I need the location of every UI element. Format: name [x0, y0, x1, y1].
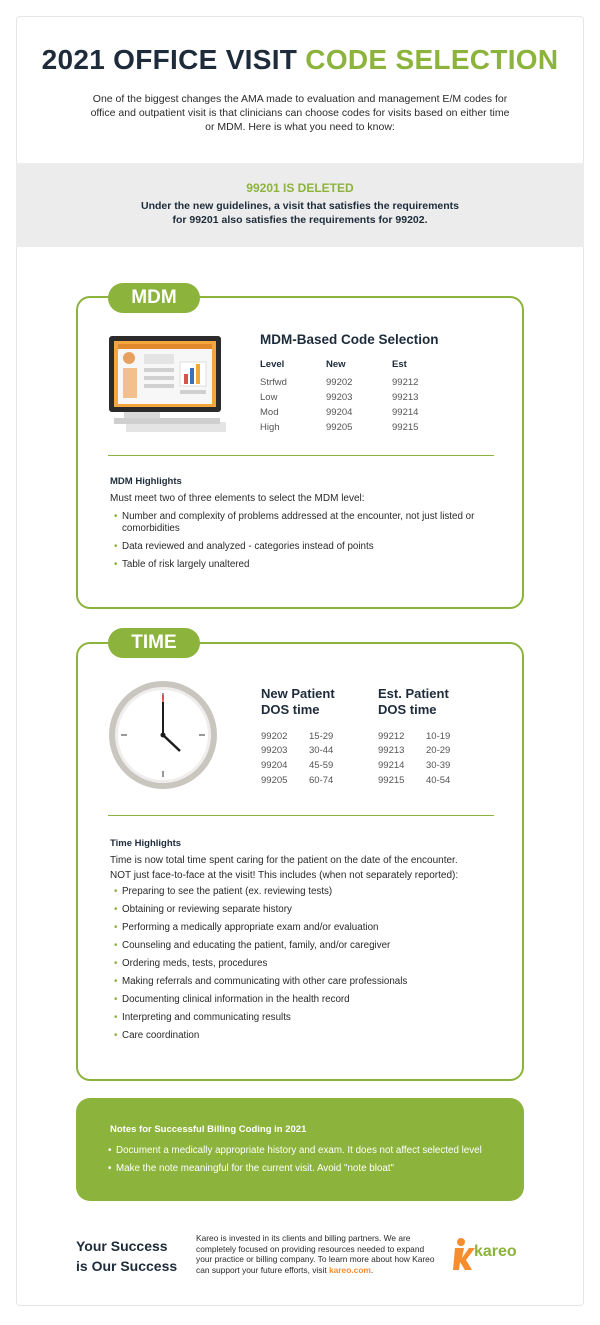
est-code: 99215 — [378, 775, 405, 786]
mdm-pill: MDM — [108, 283, 200, 313]
mdm-divider — [108, 455, 494, 456]
new-range: 30-44 — [309, 745, 334, 756]
new-range: 45-59 — [309, 760, 334, 771]
list-item: • Interpreting and communicating results — [114, 1012, 504, 1024]
list-item: • Make the note meaningful for the current visit. Avoid "note bloat" — [108, 1160, 482, 1178]
mdm-highlights-intro: Must meet two of three elements to select the MDM level: — [110, 493, 365, 504]
success-tagline — [76, 1236, 177, 1276]
mdm-cell: Strfwd — [260, 377, 287, 388]
new-patient-heading-1: New Patient — [261, 686, 335, 701]
est-patient-heading-1: Est. Patient — [378, 686, 449, 701]
notes-title: Notes for Successful Billing Coding in 2021 — [110, 1124, 307, 1135]
list-item: • Counseling and educating the patient, family, and/or caregiver — [114, 940, 504, 952]
new-code: 99205 — [261, 775, 288, 786]
wall-clock-icon — [108, 680, 218, 790]
new-range: 15-29 — [309, 731, 334, 742]
est-patient-heading — [378, 686, 449, 718]
mdm-col-est: Est — [392, 359, 407, 370]
est-code: 99212 — [378, 731, 405, 742]
mdm-cell: 99214 — [392, 407, 419, 418]
est-code: 99213 — [378, 745, 405, 756]
time-bullet-list — [114, 886, 504, 1042]
new-range: 60-74 — [309, 775, 334, 786]
est-patient-heading-2: DOS time — [378, 702, 437, 717]
new-patient-heading — [261, 686, 335, 718]
time-divider — [108, 815, 494, 816]
new-code: 99203 — [261, 745, 288, 756]
mdm-col-new: New — [326, 359, 346, 370]
title-accent: CODE SELECTION — [305, 44, 559, 75]
mdm-cell: 99203 — [326, 392, 353, 403]
time-highlights-intro-1: Time is now total time spent caring for the patient on the date of the encounter. — [110, 855, 458, 866]
time-pill: TIME — [108, 628, 200, 658]
est-range: 30-39 — [426, 760, 451, 771]
success-line-1: Your Success — [76, 1238, 168, 1254]
mdm-cell: 99204 — [326, 407, 353, 418]
list-item: • Preparing to see the patient (ex. reviewing tests) — [114, 886, 504, 898]
list-item: • Performing a medically appropriate exam and/or evaluation — [114, 922, 504, 934]
mdm-highlights-title: MDM Highlights — [110, 476, 182, 487]
success-line-2: is Our Success — [76, 1258, 178, 1274]
list-item: • Obtaining or reviewing separate history — [114, 904, 504, 916]
list-item: • Care coordination — [114, 1030, 504, 1042]
footer-text — [196, 1233, 436, 1275]
est-range: 10-19 — [426, 731, 451, 742]
est-code: 99214 — [378, 760, 405, 771]
page-title — [0, 44, 600, 76]
notes-list — [108, 1142, 482, 1178]
est-range: 40-54 — [426, 775, 451, 786]
new-code: 99202 — [261, 731, 288, 742]
new-patient-heading-2: DOS time — [261, 702, 320, 717]
mdm-cell: High — [260, 422, 280, 433]
title-main: 2021 OFFICE VISIT — [41, 44, 298, 75]
list-item: • Documenting clinical information in the health record — [114, 994, 504, 1006]
footer-body: Kareo is invested in its clients and billing partners. We are completely focused on providing resources needed to expand your practice or billing company. To learn more about how Kareo can support your future efforts, visit — [196, 1233, 435, 1275]
deleted-title: 99201 IS DELETED — [246, 181, 354, 195]
est-range: 20-29 — [426, 745, 451, 756]
mdm-cell: 99215 — [392, 422, 419, 433]
logo-wordmark: kareo — [474, 1243, 517, 1260]
deleted-text: Under the new guidelines, a visit that satisfies the requirements for 99201 also satisfies the requirements for 99202. — [141, 200, 459, 226]
mdm-cell: 99213 — [392, 392, 419, 403]
mdm-bullet-list — [114, 511, 484, 571]
computer-monitor-icon — [108, 334, 228, 434]
new-code: 99204 — [261, 760, 288, 771]
mdm-col-level: Level — [260, 359, 285, 370]
list-item: • Making referrals and communicating with other care professionals — [114, 976, 504, 988]
mdm-cell: Mod — [260, 407, 279, 418]
list-item: • Data reviewed and analyzed - categories instead of points — [114, 541, 484, 553]
intro-text: One of the biggest changes the AMA made to evaluation and management E/M codes for office and outpatient visit is that clinicians can choose codes for visits based on either time or MDM. Here is what you need to know: — [90, 93, 510, 133]
footer-period: . — [370, 1264, 374, 1275]
mdm-heading: MDM-Based Code Selection — [260, 332, 439, 347]
list-item: • Table of risk largely unaltered — [114, 559, 484, 571]
time-highlights-title: Time Highlights — [110, 838, 182, 849]
mdm-cell: 99205 — [326, 422, 353, 433]
list-item: • Document a medically appropriate history and exam. It does not affect selected level — [108, 1142, 482, 1160]
mdm-cell: Low — [260, 392, 278, 403]
list-item: • Number and complexity of problems addressed at the encounter, not just listed or comorbidities — [114, 511, 484, 535]
mdm-cell: 99212 — [392, 377, 419, 388]
kareo-link[interactable]: kareo.com — [328, 1264, 371, 1275]
list-item: • Ordering meds, tests, procedures — [114, 958, 504, 970]
mdm-cell: 99202 — [326, 377, 353, 388]
time-highlights-intro-2: NOT just face-to-face at the visit! This includes (when not separately reported): — [110, 870, 459, 881]
